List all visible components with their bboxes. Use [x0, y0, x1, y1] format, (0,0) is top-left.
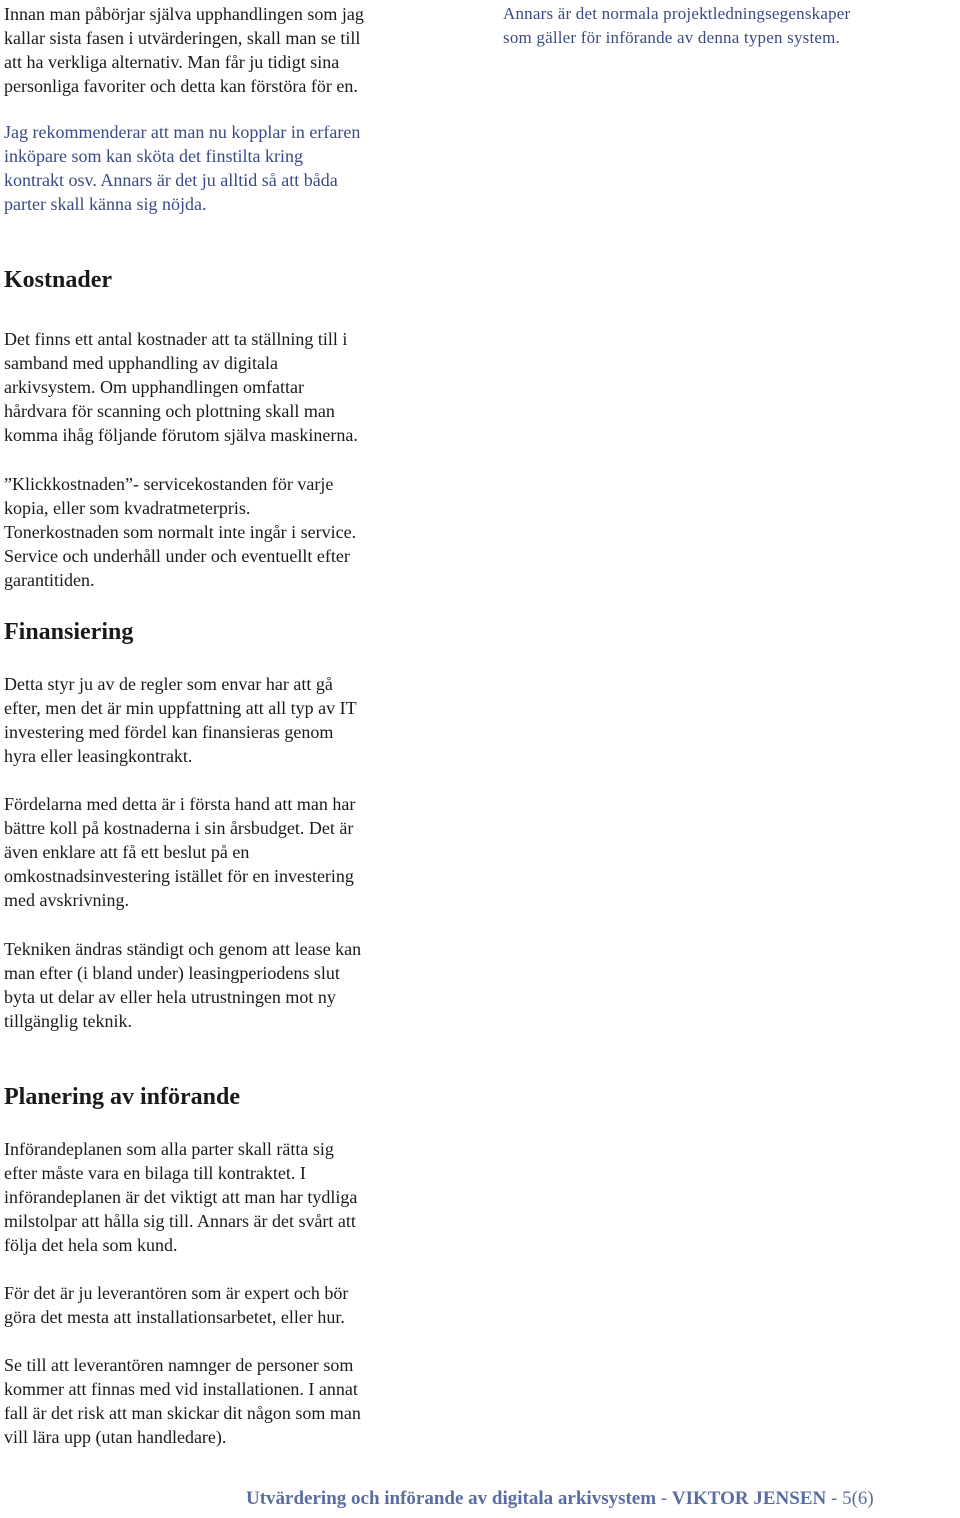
intro-left-paragraph: Innan man påbörjar själva upphandlingen som jag kallar sista fasen i utvärderingen, skall man se till att ha verkliga alternativ. Man får ju tidigt sina personliga favoriter och detta kan förstöra för en. — [4, 4, 364, 96]
kostnader-paragraph-2: ”Klickkostnaden”- servicekostanden för varje kopia, eller som kvadratmeterpris. Tonerkostnaden som normalt inte ingår i service. Service och underhåll under och eventuellt efter garantitiden. — [4, 474, 357, 590]
planering-paragraph-1: Införandeplanen som alla parter skall rätta sig efter måste vara en bilaga till kontraktet. I införandeplanen är det viktigt att man har tydliga milstolpar att hålla sig till. Annars är det svårt att följa det hela som kund. — [4, 1139, 358, 1255]
footer-title: Utvärdering och införande av digitala arkivsystem — [246, 1488, 657, 1509]
footer-separator: - — [656, 1488, 672, 1509]
intro-right-paragraph: Annars är det normala projektledningsegenskaper som gäller för införande av denna typen system. — [503, 4, 851, 47]
kostnader-paragraph-1: Det finns ett antal kostnader att ta ställning till i samband med upphandling av digitala arkivsystem. Om upphandlingen omfattar hårdvara för scanning och plottning skall man komma ihåg följande förutom själva maskinerna. — [4, 329, 358, 445]
finansiering-paragraph-3: Tekniken ändras ständigt och genom att lease kan man efter (i bland under) leasingperiodens slut byta ut delar av eller hela utrustningen mot ny tillgänglig teknik. — [4, 939, 362, 1031]
footer-page-number: 5(6) — [842, 1488, 874, 1509]
page-footer — [246, 1487, 874, 1511]
recommend-paragraph: Jag rekommenderar att man nu kopplar in erfaren inköpare som kan sköta det finstilta kring kontrakt osv. Annars är det ju alltid så att båda parter skall känna sig nöjda. — [4, 122, 361, 214]
planering-paragraph-3: Se till att leverantören namnger de personer som kommer att finnas med vid installationen. I annat fall är det risk att man skickar dit någon som man vill lära upp (utan handledare). — [4, 1355, 361, 1447]
finansiering-heading: Finansiering — [4, 619, 134, 645]
finansiering-paragraph-1: Detta styr ju av de regler som envar har att gå efter, men det är min uppfattning att all typ av IT investering med fördel kan finansieras genom hyra eller leasingkontrakt. — [4, 674, 357, 766]
finansiering-paragraph-2: Fördelarna med detta är i första hand att man har bättre koll på kostnaderna i sin årsbudget. Det är även enklare att få ett beslut på en omkostnadsinvestering istället för en investering med avskrivning. — [4, 794, 356, 910]
planering-paragraph-2: För det är ju leverantören som är expert och bör göra det mesta att installationsarbetet, eller hur. — [4, 1283, 349, 1327]
kostnader-heading: Kostnader — [4, 267, 112, 293]
planering-heading: Planering av införande — [4, 1084, 241, 1110]
footer-separator-2: - — [826, 1488, 843, 1509]
footer-author: VIKTOR JENSEN — [671, 1488, 827, 1509]
